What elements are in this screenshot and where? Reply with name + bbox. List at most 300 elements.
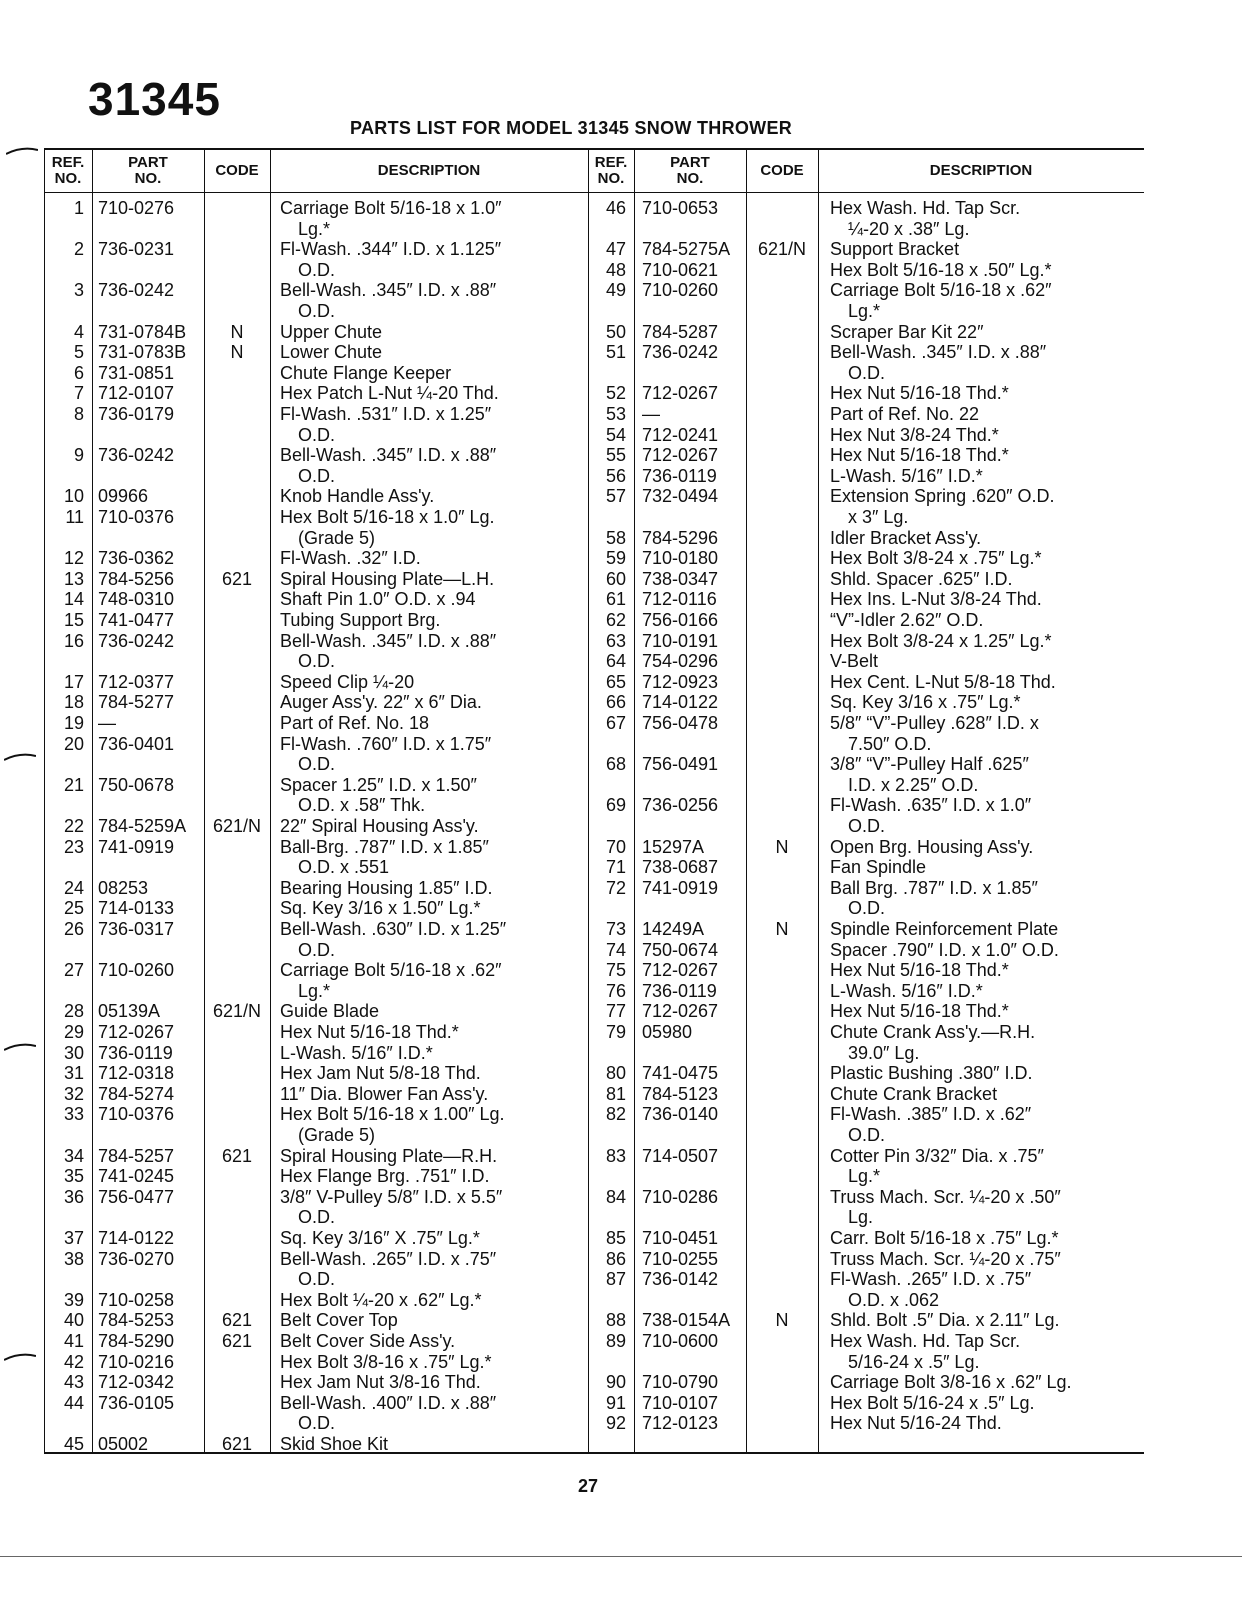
description-cell: ¼-20 x .38″ Lg. [848, 218, 970, 239]
part-no-cell: 736-0242 [98, 280, 175, 301]
part-no-cell: 712-0123 [642, 1413, 719, 1434]
description-cell: Lower Chute [280, 342, 383, 363]
column-rule [270, 150, 271, 1452]
description-cell: Upper Chute [280, 321, 383, 342]
part-no-cell: 712-0116 [642, 589, 717, 610]
part-no-cell: 712-0267 [642, 383, 719, 404]
description-cell: 39.0″ Lg. [848, 1042, 920, 1063]
description-cell: x 3″ Lg. [848, 507, 909, 527]
part-no-cell: 710-0790 [642, 1372, 719, 1393]
code-cell: 621 [221, 568, 253, 589]
part-no-cell: 784-5256 [98, 568, 175, 589]
part-no-cell: 750-0678 [98, 774, 175, 795]
description-cell: (Grade 5) [298, 527, 376, 548]
description-cell: Hex Nut 5/16-18 Thd.* [830, 445, 1009, 466]
description-cell: Sq. Key 3/16″ X .75″ Lg.* [280, 1228, 480, 1248]
part-no-cell: 710-0653 [642, 198, 719, 218]
description-cell: Fl-Wash. .344″ I.D. x 1.125″ [280, 239, 502, 260]
description-cell: Truss Mach. Scr. ¼-20 x .75″ [830, 1248, 1061, 1269]
description-cell: Hex Bolt 5/16-24 x .5″ Lg. [830, 1392, 1035, 1413]
revision-mark [6, 146, 38, 156]
ref-no-cell: 47 [605, 239, 626, 260]
description-cell: Hex Nut 5/16-18 Thd.* [280, 1022, 459, 1042]
ref-no-cell: 77 [605, 1001, 626, 1022]
code-cell: 621/N [212, 1001, 262, 1022]
header-description: DESCRIPTION [929, 162, 1033, 179]
description-cell: Bell-Wash. .400″ I.D. x .88″ [280, 1392, 497, 1413]
ref-no-cell: 46 [605, 198, 626, 218]
description-cell: Chute Crank Bracket [830, 1083, 998, 1104]
part-no-cell: 710-0258 [98, 1289, 175, 1310]
description-cell: 5/16-24 x .5″ Lg. [848, 1351, 980, 1372]
ref-no-cell: 19 [63, 713, 84, 733]
ref-no-cell: 64 [605, 651, 626, 672]
code-cell: N [775, 919, 789, 939]
ref-no-cell: 25 [63, 898, 84, 919]
description-cell: O.D. [298, 465, 336, 486]
ref-no-cell: 18 [63, 692, 84, 713]
ref-no-cell: 30 [63, 1042, 84, 1063]
description-cell: Lg.* [848, 1166, 881, 1187]
ref-no-cell: 17 [63, 671, 84, 692]
ref-no-cell: 80 [605, 1063, 626, 1084]
description-cell: Speed Clip ¼-20 [280, 671, 415, 692]
description-cell: Belt Cover Side Ass'y. [280, 1331, 456, 1351]
description-cell: Fl-Wash. .265″ I.D. x .75″ [830, 1269, 1032, 1290]
description-cell: Skid Shoe Kit [280, 1434, 389, 1454]
description-cell: Hex Ins. L-Nut 3/8-24 Thd. [830, 589, 1042, 610]
description-cell: Fan Spindle [830, 857, 927, 878]
ref-no-cell: 40 [63, 1310, 84, 1331]
part-no-cell: 710-0376 [98, 507, 175, 527]
part-no-cell: 738-0154A [642, 1310, 731, 1331]
ref-no-cell: 70 [605, 836, 626, 857]
part-no-cell: 05139A [98, 1001, 161, 1022]
part-no-cell: 712-0267 [642, 960, 719, 981]
part-no-cell: 710-0376 [98, 1104, 175, 1125]
ref-no-cell: 68 [605, 754, 626, 775]
description-cell: O.D. x .551 [298, 857, 390, 878]
ref-no-cell: 42 [63, 1351, 84, 1372]
part-no-cell: 710-0191 [642, 630, 719, 651]
description-cell: Part of Ref. No. 18 [280, 713, 430, 733]
description-cell: Sq. Key 3/16 x .75″ Lg.* [830, 692, 1021, 713]
part-no-cell: 741-0919 [642, 877, 719, 898]
description-cell: O.D. [298, 259, 336, 280]
description-cell: Hex Bolt 3/8-16 x .75″ Lg.* [280, 1351, 492, 1372]
code-cell: N [775, 1310, 789, 1331]
header-part-no: PART NO. [670, 154, 710, 187]
description-cell: Shaft Pin 1.0″ O.D. x .94 [280, 589, 476, 610]
ref-no-cell: 49 [605, 280, 626, 301]
description-cell: Carriage Bolt 5/16-18 x .62″ [830, 280, 1052, 301]
header-part-no: PART NO. [128, 154, 168, 187]
ref-no-cell: 69 [605, 795, 626, 816]
ref-no-cell: 53 [605, 404, 626, 424]
description-cell: O.D. x .58″ Thk. [298, 795, 426, 816]
part-no-cell: 736-0231 [98, 239, 175, 260]
description-cell: O.D. [298, 939, 336, 960]
description-cell: Chute Crank Ass'y.—R.H. [830, 1022, 1036, 1042]
part-no-cell: 736-0105 [98, 1392, 175, 1413]
part-no-cell: 712-0267 [642, 445, 719, 466]
description-cell: Sq. Key 3/16 x 1.50″ Lg.* [280, 898, 481, 919]
part-no-cell: 756-0477 [98, 1186, 175, 1207]
description-cell: Hex Patch L-Nut ¼-20 Thd. [280, 383, 499, 404]
part-no-cell: 736-0119 [642, 980, 717, 1001]
description-cell: Knob Handle Ass'y. [280, 486, 435, 507]
part-no-cell: 741-0919 [98, 836, 175, 857]
ref-no-cell: 21 [63, 774, 84, 795]
description-cell: Auger Ass'y. 22″ x 6″ Dia. [280, 692, 482, 713]
column-rule [818, 150, 819, 1452]
page-title: PARTS LIST FOR MODEL 31345 SNOW THROWER [350, 118, 793, 138]
description-cell: Ball-Brg. .787″ I.D. x 1.85″ [280, 836, 489, 857]
code-cell: 621/N [212, 816, 262, 836]
ref-no-cell: 11 [65, 507, 84, 527]
part-no-cell: 784-5290 [98, 1331, 175, 1351]
ref-no-cell: 86 [605, 1248, 626, 1269]
description-cell: Fl-Wash. .635″ I.D. x 1.0″ [830, 795, 1032, 816]
description-cell: Lg.* [848, 301, 881, 321]
description-cell: Bell-Wash. .630″ I.D. x 1.25″ [280, 919, 507, 939]
ref-no-cell: 45 [63, 1434, 84, 1454]
ref-no-cell: 56 [605, 465, 626, 486]
ref-no-cell: 55 [605, 445, 626, 466]
description-cell: Part of Ref. No. 22 [830, 404, 980, 424]
description-cell: Hex Cent. L-Nut 5/8-18 Thd. [830, 671, 1056, 692]
part-no-cell: 714-0507 [642, 1145, 719, 1166]
part-no-cell: 710-0600 [642, 1331, 719, 1351]
description-cell: Hex Nut 3/8-24 Thd.* [830, 424, 999, 445]
part-no-cell: 712-0267 [642, 1001, 719, 1022]
part-no-cell: 731-0851 [98, 362, 175, 383]
description-cell: Bell-Wash. .345″ I.D. x .88″ [280, 630, 497, 651]
ref-no-cell: 48 [605, 259, 626, 280]
header-divider [44, 192, 1144, 193]
description-cell: Spiral Housing Plate—L.H. [280, 568, 495, 589]
part-no-cell: 736-0119 [642, 465, 717, 486]
description-cell: Spiral Housing Plate—R.H. [280, 1145, 498, 1166]
ref-no-cell: 34 [63, 1145, 84, 1166]
ref-no-cell: 79 [605, 1022, 626, 1042]
description-cell: O.D. x .062 [848, 1289, 940, 1310]
part-no-cell: 714-0122 [98, 1228, 175, 1248]
description-cell: 3/8″ “V”-Pulley Half .625″ [830, 754, 1029, 775]
ref-no-cell: 15 [63, 610, 84, 630]
description-cell: Fl-Wash. .385″ I.D. x .62″ [830, 1104, 1032, 1125]
description-cell: “V”-Idler 2.62″ O.D. [830, 610, 984, 630]
description-cell: L-Wash. 5/16″ I.D.* [280, 1042, 433, 1063]
description-cell: Hex Wash. Hd. Tap Scr. [830, 1331, 1021, 1351]
description-cell: Spacer 1.25″ I.D. x 1.50″ [280, 774, 477, 795]
part-no-cell: 748-0310 [98, 589, 175, 610]
part-no-cell: 736-0140 [642, 1104, 719, 1125]
part-no-cell: 710-0107 [642, 1392, 719, 1413]
part-no-cell: — [642, 404, 660, 424]
ref-no-cell: 2 [73, 239, 84, 260]
description-cell: Carr. Bolt 5/16-18 x .75″ Lg.* [830, 1228, 1059, 1248]
ref-no-cell: 10 [63, 486, 84, 507]
code-cell: N [230, 342, 244, 363]
description-cell: Extension Spring .620″ O.D. [830, 486, 1055, 507]
part-no-cell: 784-5275A [642, 239, 731, 260]
model-number: 31345 [88, 73, 221, 125]
ref-no-cell: 27 [63, 960, 84, 981]
ref-no-cell: 59 [605, 548, 626, 569]
part-no-cell: 736-0119 [98, 1042, 173, 1063]
ref-no-cell: 92 [605, 1413, 626, 1434]
column-rule [746, 150, 747, 1452]
ref-no-cell: 73 [605, 919, 626, 939]
column-rule [92, 150, 93, 1452]
parts-table [44, 148, 1144, 1454]
part-no-cell: 736-0242 [98, 445, 175, 466]
description-cell: Hex Bolt 5/16-18 x 1.0″ Lg. [280, 507, 495, 527]
part-no-cell: 741-0477 [98, 610, 175, 630]
part-no-cell: 710-0260 [98, 960, 175, 981]
description-cell: Lg.* [298, 218, 331, 239]
description-cell: Carriage Bolt 3/8-16 x .62″ Lg. [830, 1372, 1072, 1393]
ref-no-cell: 39 [63, 1289, 84, 1310]
part-no-cell: — [98, 713, 116, 733]
description-cell: Hex Bolt 3/8-24 x 1.25″ Lg.* [830, 630, 1052, 651]
ref-no-cell: 84 [605, 1186, 626, 1207]
part-no-cell: 710-0216 [98, 1351, 175, 1372]
part-no-cell: 710-0260 [642, 280, 719, 301]
part-no-cell: 784-5123 [642, 1083, 719, 1104]
description-cell: Chute Flange Keeper [280, 362, 452, 383]
description-cell: O.D. [298, 754, 336, 775]
description-cell: Lg.* [298, 980, 331, 1001]
ref-no-cell: 13 [63, 568, 84, 589]
description-cell: L-Wash. 5/16″ I.D.* [830, 465, 983, 486]
description-cell: Ball Brg. .787″ I.D. x 1.85″ [830, 877, 1038, 898]
description-cell: Hex Nut 5/16-18 Thd.* [830, 1001, 1009, 1022]
part-no-cell: 736-0142 [642, 1269, 719, 1290]
description-cell: Hex Jam Nut 3/8-16 Thd. [280, 1372, 481, 1393]
part-no-cell: 712-0267 [98, 1022, 175, 1042]
description-cell: Support Bracket [830, 239, 960, 260]
revision-mark [4, 752, 36, 762]
description-cell: Hex Flange Brg. .751″ I.D. [280, 1166, 490, 1187]
ref-no-cell: 66 [605, 692, 626, 713]
ref-no-cell: 16 [63, 630, 84, 651]
ref-no-cell: 62 [605, 610, 626, 630]
part-no-cell: 15297A [642, 836, 705, 857]
part-no-cell: 784-5274 [98, 1083, 175, 1104]
ref-no-cell: 20 [63, 733, 84, 754]
ref-no-cell: 36 [63, 1186, 84, 1207]
part-no-cell: 710-0621 [642, 259, 719, 280]
description-cell: Spacer .790″ I.D. x 1.0″ O.D. [830, 939, 1059, 960]
part-no-cell: 741-0245 [98, 1166, 175, 1187]
page-number: 27 [578, 1476, 599, 1496]
part-no-cell: 710-0451 [642, 1228, 719, 1248]
description-cell: 5/8″ “V”-Pulley .628″ I.D. x [830, 713, 1039, 733]
ref-no-cell: 88 [605, 1310, 626, 1331]
ref-no-cell: 35 [63, 1166, 84, 1187]
revision-mark [4, 1042, 36, 1052]
description-cell: Fl-Wash. .32″ I.D. [280, 548, 421, 569]
description-cell: L-Wash. 5/16″ I.D.* [830, 980, 983, 1001]
description-cell: Idler Bracket Ass'y. [830, 527, 982, 548]
ref-no-cell: 12 [63, 548, 84, 569]
part-no-cell: 756-0166 [642, 610, 719, 630]
ref-no-cell: 58 [605, 527, 626, 548]
ref-no-cell: 87 [605, 1269, 626, 1290]
description-cell: Guide Blade [280, 1001, 380, 1022]
description-cell: Shld. Spacer .625″ I.D. [830, 568, 1013, 589]
description-cell: Hex Nut 5/16-18 Thd.* [830, 960, 1009, 981]
ref-no-cell: 91 [605, 1392, 626, 1413]
description-cell: Hex Nut 5/16-18 Thd.* [830, 383, 1009, 404]
ref-no-cell: 75 [605, 960, 626, 981]
part-no-cell: 756-0478 [642, 713, 719, 733]
part-no-cell: 712-0318 [98, 1063, 175, 1084]
ref-no-cell: 26 [63, 919, 84, 939]
ref-no-cell: 29 [63, 1022, 84, 1042]
ref-no-cell: 24 [63, 877, 84, 898]
part-no-cell: 710-0255 [642, 1248, 719, 1269]
part-no-cell: 736-0317 [98, 919, 175, 939]
description-cell: Cotter Pin 3/32″ Dia. x .75″ [830, 1145, 1044, 1166]
description-cell: Fl-Wash. .760″ I.D. x 1.75″ [280, 733, 492, 754]
description-cell: O.D. [298, 1207, 336, 1228]
description-cell: Hex Bolt 3/8-24 x .75″ Lg.* [830, 548, 1042, 569]
ref-no-cell: 81 [605, 1083, 626, 1104]
part-no-cell: 736-0362 [98, 548, 175, 569]
column-rule [634, 150, 635, 1452]
description-cell: V-Belt [830, 651, 879, 672]
description-cell: O.D. [298, 1413, 336, 1434]
ref-no-cell: 52 [605, 383, 626, 404]
description-cell: Carriage Bolt 5/16-18 x .62″ [280, 960, 502, 981]
part-no-cell: 05980 [642, 1022, 693, 1042]
description-cell: Hex Nut 5/16-24 Thd. [830, 1413, 1002, 1434]
description-cell: Bell-Wash. .345″ I.D. x .88″ [280, 280, 497, 301]
part-no-cell: 736-0242 [642, 342, 719, 363]
ref-no-cell: 90 [605, 1372, 626, 1393]
part-no-cell: 712-0107 [98, 383, 175, 404]
description-cell: (Grade 5) [298, 1125, 376, 1145]
part-no-cell: 710-0286 [642, 1186, 719, 1207]
part-no-cell: 712-0377 [98, 671, 175, 692]
ref-no-cell: 54 [605, 424, 626, 445]
header-code: CODE [215, 162, 259, 179]
code-cell: 621 [221, 1310, 253, 1331]
description-cell: O.D. [298, 651, 336, 672]
part-no-cell: 714-0122 [642, 692, 719, 713]
header-code: CODE [760, 162, 804, 179]
ref-no-cell: 31 [63, 1063, 84, 1084]
part-no-cell: 714-0133 [98, 898, 175, 919]
description-cell: Truss Mach. Scr. ¼-20 x .50″ [830, 1186, 1061, 1207]
ref-no-cell: 71 [605, 857, 626, 878]
ref-no-cell: 9 [73, 445, 84, 466]
description-cell: Hex Bolt 5/16-18 x 1.00″ Lg. [280, 1104, 505, 1125]
part-no-cell: 14249A [642, 919, 705, 939]
description-cell: Bell-Wash. .265″ I.D. x .75″ [280, 1248, 497, 1269]
description-cell: Hex Jam Nut 5/8-18 Thd. [280, 1063, 481, 1084]
part-no-cell: 784-5259A [98, 816, 187, 836]
description-cell: Plastic Bushing .380″ I.D. [830, 1063, 1033, 1084]
code-cell: N [230, 321, 244, 342]
part-no-cell: 736-0401 [98, 733, 175, 754]
ref-no-cell: 89 [605, 1331, 626, 1351]
ref-no-cell: 4 [73, 321, 84, 342]
part-no-cell: 784-5253 [98, 1310, 175, 1331]
part-no-cell: 712-0342 [98, 1372, 175, 1393]
code-cell: 621 [221, 1331, 253, 1351]
ref-no-cell: 63 [605, 630, 626, 651]
description-cell: O.D. [848, 898, 886, 919]
ref-no-cell: 74 [605, 939, 626, 960]
description-cell: Carriage Bolt 5/16-18 x 1.0″ [280, 198, 502, 218]
part-no-cell: 732-0494 [642, 486, 719, 507]
part-no-cell: 750-0674 [642, 939, 719, 960]
description-cell: O.D. [298, 301, 336, 321]
ref-no-cell: 51 [605, 342, 626, 363]
ref-no-cell: 83 [605, 1145, 626, 1166]
part-no-cell: 736-0270 [98, 1248, 175, 1269]
ref-no-cell: 38 [63, 1248, 84, 1269]
ref-no-cell: 82 [605, 1104, 626, 1125]
ref-no-cell: 32 [63, 1083, 84, 1104]
ref-no-cell: 43 [63, 1372, 84, 1393]
part-no-cell: 784-5257 [98, 1145, 175, 1166]
ref-no-cell: 37 [63, 1228, 84, 1248]
ref-no-cell: 6 [73, 362, 84, 383]
ref-no-cell: 5 [73, 342, 84, 363]
header-ref-no: REF. NO. [594, 154, 628, 187]
part-no-cell: 710-0180 [642, 548, 719, 569]
ref-no-cell: 8 [73, 404, 84, 424]
part-no-cell: 736-0179 [98, 404, 175, 424]
description-cell: 22″ Spiral Housing Ass'y. [280, 816, 479, 836]
description-cell: O.D. [848, 1125, 886, 1145]
description-cell: Hex Wash. Hd. Tap Scr. [830, 198, 1021, 218]
description-cell: 11″ Dia. Blower Fan Ass'y. [280, 1083, 489, 1104]
ref-no-cell: 41 [63, 1331, 84, 1351]
part-no-cell: 738-0687 [642, 857, 719, 878]
description-cell: 3/8″ V-Pulley 5/8″ I.D. x 5.5″ [280, 1186, 503, 1207]
ref-no-cell: 85 [605, 1228, 626, 1248]
part-no-cell: 08253 [98, 877, 149, 898]
ref-no-cell: 61 [605, 589, 626, 610]
part-no-cell: 731-0783B [98, 342, 187, 363]
code-cell: 621 [221, 1434, 253, 1454]
code-cell: 621/N [757, 239, 807, 260]
part-no-cell: 784-5287 [642, 321, 719, 342]
description-cell: Bell-Wash. .345″ I.D. x .88″ [280, 445, 497, 466]
description-cell: Spindle Reinforcement Plate [830, 919, 1059, 939]
ref-no-cell: 28 [63, 1001, 84, 1022]
bottom-rule [0, 1556, 1242, 1557]
ref-no-cell: 7 [73, 383, 84, 404]
description-cell: Lg. [848, 1207, 874, 1228]
description-cell: O.D. [298, 1269, 336, 1290]
description-cell: Bell-Wash. .345″ I.D. x .88″ [830, 342, 1047, 363]
ref-no-cell: 23 [63, 836, 84, 857]
ref-no-cell: 1 [73, 198, 84, 218]
description-cell: I.D. x 2.25″ O.D. [848, 774, 979, 795]
part-no-cell: 784-5296 [642, 527, 719, 548]
revision-mark [4, 1352, 36, 1362]
ref-no-cell: 60 [605, 568, 626, 589]
description-cell: Open Brg. Housing Ass'y. [830, 836, 1034, 857]
part-no-cell: 712-0241 [642, 424, 719, 445]
